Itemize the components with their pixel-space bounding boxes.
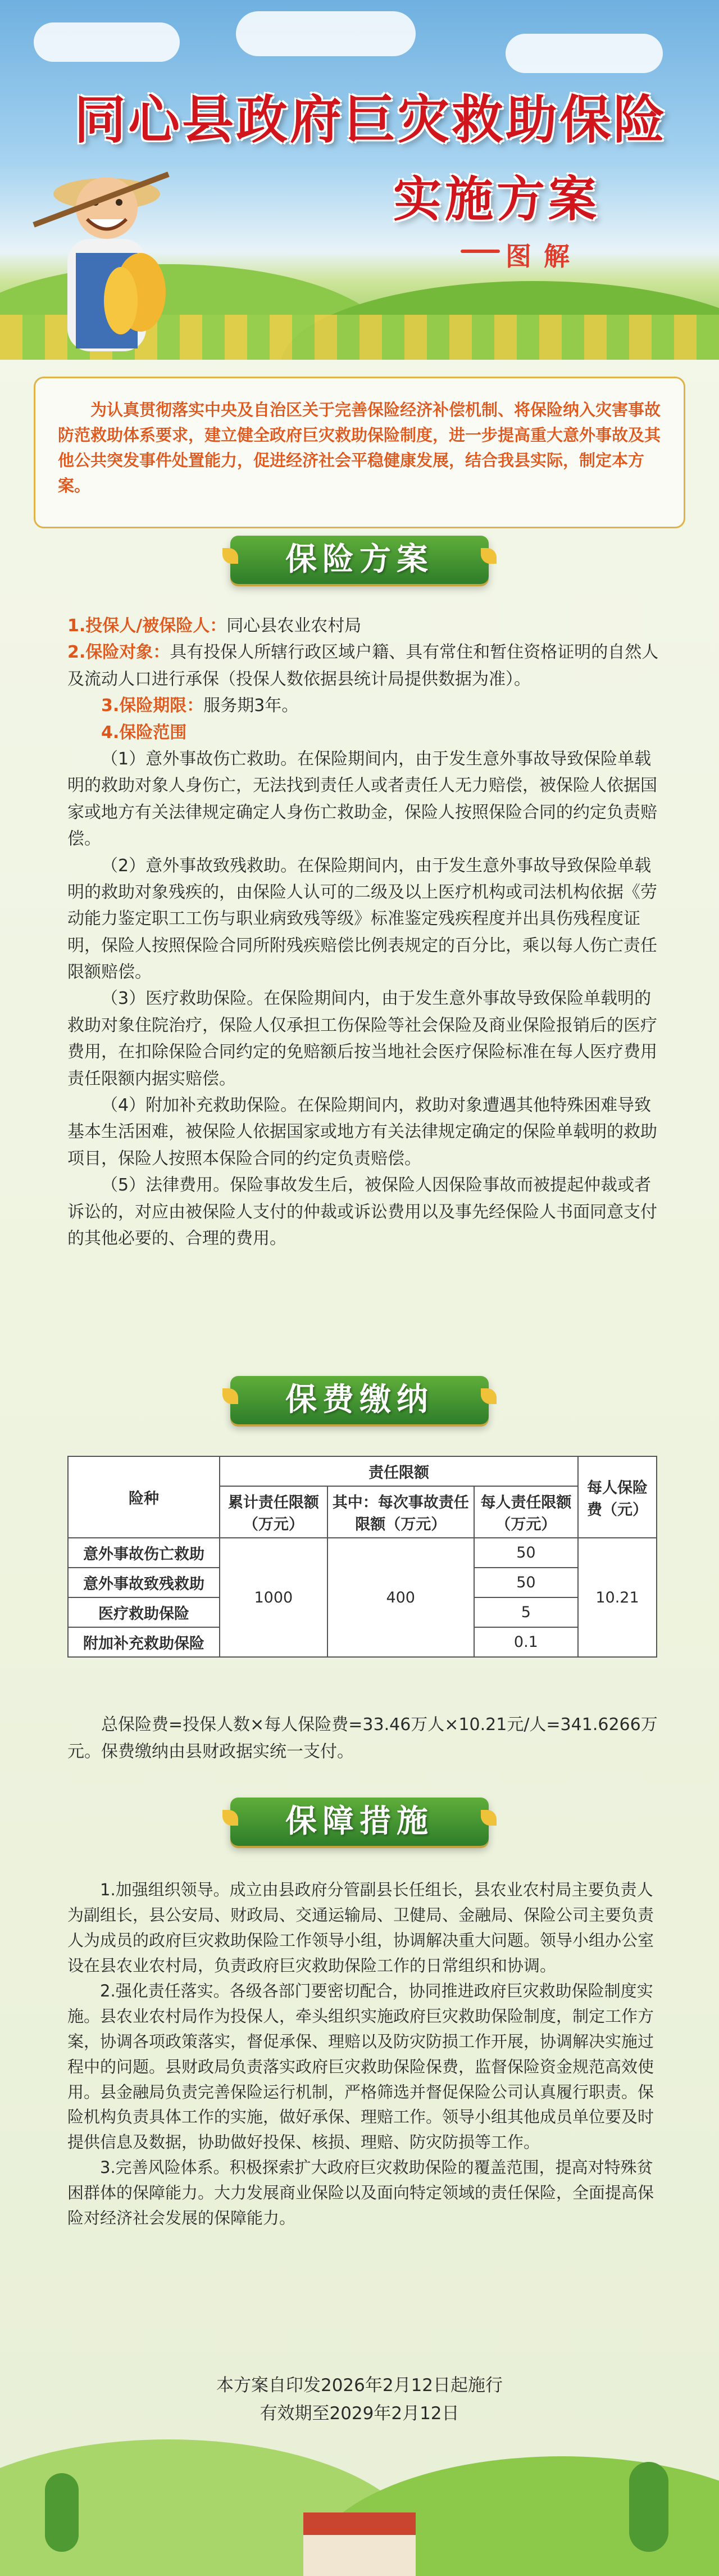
field-label: 1.投保人/被保险人： — [67, 616, 227, 636]
list-item: （2）意外事故致残救助。在保险期间内，由于发生意外事故导致保险单载明的救助对象残疾的，由保险人认可的二级及以上医疗机构或司法机构依据《劳动能力鉴定职工工伤与职业病致残等级》标准鉴定残疾程度并出具伤残程度证明，保险人按照保险合同所附残疾赔偿比例表规定的百分比，乘以每人伤亡责任限额赔偿。 — [67, 855, 657, 983]
farmer-illustration — [22, 141, 185, 360]
table-cell: 0.1 — [474, 1627, 578, 1657]
cloud — [506, 34, 663, 73]
intro-box: 为认真贯彻落实中央及自治区关于完善保险经济补偿机制、将保险纳入灾害事故防范救助体系要求，建立健全政府巨灾救助保险制度，进一步提高重大意外事故及其他公共突发事件处置能力，促进经济社会平稳健康发展，结合我县实际，制定本方案。 — [34, 377, 685, 528]
table-cell: 400 — [327, 1538, 474, 1657]
footer — [0, 2372, 719, 2428]
effective-date: 本方案自印发2026年2月12日起施行 — [216, 2375, 503, 2396]
field-label: 4.保险范围 — [101, 722, 187, 743]
list-item: （4）附加补充救助保险。在保险期间内，救助对象遭遇其他特殊困难导致基本生活困难，被保险人依据国家或地方有关法律规定确定的保险单载明的救助项目，保险人按照本保险合同的约定负责赔偿。 — [67, 1095, 657, 1169]
calc-text: 总保险费=投保人数×每人保险费=33.46万人×10.21元/人=341.6266万元。保费缴纳由县财政据实统一支付。 — [67, 1715, 658, 1762]
list-item: （3）医疗救助保险。在保险期间内，由于发生意外事故导致保险单载明的救助对象住院治疗，保险人仅承担工伤保险等社会保险及商业保险报销后的医疗费用，在扣除保险合同约定的免赔额后按当地社会医疗保险标准在每人医疗费用责任限额内据实赔偿。 — [67, 989, 657, 1089]
bottom-scene — [0, 2327, 719, 2576]
table-cell: 10.21 — [578, 1538, 657, 1657]
table-header: 险种 — [68, 1456, 220, 1538]
table-header: 每人责任限额（万元） — [474, 1486, 578, 1538]
section-title: 保障措施 — [285, 1803, 434, 1840]
premium-calculation — [67, 1712, 663, 1765]
page-title: 同心县政府巨灾救助保险 — [74, 90, 667, 150]
section-banner — [230, 1366, 489, 1433]
table-header: 责任限额 — [220, 1456, 578, 1486]
list-item: （1）意外事故伤亡救助。在保险期间内，由于发生意外事故导致保险单载明的救助对象人身伤亡，无法找到责任人或者责任人无力赔偿，被保险人依据国家或地方有关法律规定确定人身伤亡救助金，保险人按照保险合同的约定负责赔偿。 — [67, 749, 657, 849]
hero-banner — [0, 0, 719, 360]
page-title-line2: 实施方案 — [393, 171, 600, 228]
list-item: 2.强化责任落实。各级各部门要密切配合，协同推进政府巨灾救助保险制度实施。县农业农村局作为投保人，牵头组织实施政府巨灾救助保险制度，制定工作方案，协调各项政策落实，督促承保、理赔以及防灾防损工作开展，协调解决实施过程中的问题。县财政局负责落实政府巨灾救助保险保费，监督保险资金规范高效使用。县金融局负责完善保险运行机制，严格筛选并督促保险公司认真履行职责。保险机构负责具体工作的实施，做好承保、理赔工作。领导小组其他成员单位要及时提供信息及数据，协助做好投保、核损、理赔、防灾防损等工作。 — [67, 1981, 654, 2152]
tree — [45, 2473, 79, 2552]
section-banner — [230, 526, 489, 593]
table-row — [68, 1538, 657, 1568]
table-cell: 50 — [474, 1538, 578, 1568]
section-title: 保费缴纳 — [285, 1382, 434, 1418]
expiry-date: 有效期至2029年2月12日 — [260, 2403, 459, 2424]
section-insurance-plan — [67, 613, 663, 1252]
house-illustration — [303, 2512, 416, 2576]
cloud — [236, 11, 416, 56]
section-title: 保险方案 — [285, 541, 434, 578]
field-label: 2.保险对象： — [67, 642, 170, 663]
section-measures — [67, 1877, 663, 2231]
table-cell: 1000 — [220, 1538, 327, 1657]
field-value: 同心县农业农村局 — [226, 616, 362, 636]
table-cell: 附加补充救助保险 — [68, 1627, 220, 1657]
list-item: 3.完善风险体系。积极探索扩大政府巨灾救助保险的覆盖范围，提高对特殊贫困群体的保障能力。大力发展商业保险以及面向特定领域的责任保险，全面提高保险对经济社会发展的保障能力。 — [67, 2158, 654, 2228]
table-cell: 50 — [474, 1568, 578, 1597]
table-cell: 医疗救助保险 — [68, 1597, 220, 1627]
list-item: （5）法律费用。保险事故发生后，被保险人因保险事故而被提起仲裁或者诉讼的，对应由被保险人支付的仲裁或诉讼费用以及事先经保险人书面同意支付的其他必要的、合理的费用。 — [67, 1175, 657, 1248]
field-label: 3.保险期限： — [101, 696, 204, 716]
subtitle: 图解 — [506, 241, 582, 271]
tree — [629, 2462, 668, 2552]
premium-table — [67, 1456, 657, 1658]
table-header: 其中：每次事故责任限额（万元） — [327, 1486, 474, 1538]
field-value: 服务期3年。 — [203, 696, 299, 716]
section-banner — [230, 1787, 489, 1855]
list-item: 1.加强组织领导。成立由县政府分管副县长任组长，县农业农村局主要负责人为副组长，县公安局、财政局、交通运输局、卫健局、金融局、保险公司主要负责人为成员的政府巨灾救助保险工作领导小组，协调解决重大问题。领导小组办公室设在县农业农村局，负责政府巨灾救助保险工作的日常组织和协调。 — [67, 1880, 654, 1975]
table-cell: 意外事故致残救助 — [68, 1568, 220, 1597]
divider — [461, 250, 500, 253]
table-cell: 意外事故伤亡救助 — [68, 1538, 220, 1568]
table-header: 每人保险费（元） — [578, 1456, 657, 1538]
table-header: 累计责任限额（万元） — [220, 1486, 327, 1538]
field-value: 具有投保人所辖行政区域户籍、具有常住和暂住资格证明的自然人及流动人口进行承保（投保人数依据县统计局提供数据为准）。 — [67, 642, 659, 689]
table-cell: 5 — [474, 1597, 578, 1627]
cloud — [34, 22, 180, 62]
